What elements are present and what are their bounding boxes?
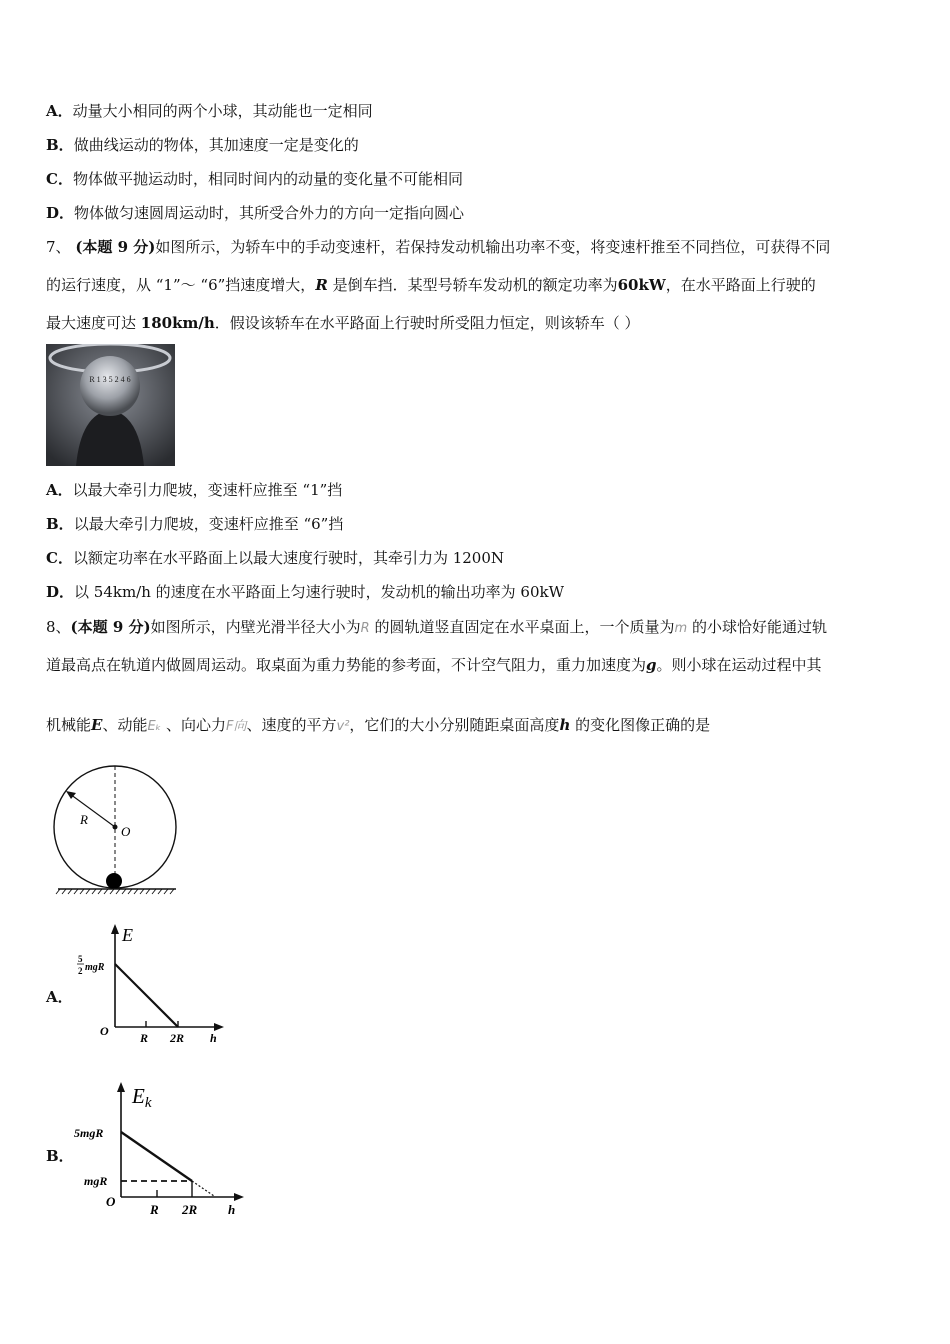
- ball: [106, 873, 122, 889]
- circular-track-figure: [52, 760, 184, 896]
- q6-option-a: A．动量大小相同的两个小球，其动能也一定相同: [46, 102, 373, 120]
- graph-b-x-arrow: [234, 1193, 244, 1201]
- graph-a-origin: O: [100, 1024, 109, 1038]
- radius-line: [70, 794, 115, 827]
- q8-option-a-label: A．: [46, 988, 73, 1006]
- q8-stem-line2: 道最高点在轨道内做圆周运动。取桌面为重力势能的参考面，不计空气阻力，重力加速度为g。则小球在运动过程中其: [46, 656, 822, 674]
- graph-a-x-tick-2r: 2R: [170, 1031, 185, 1045]
- graph-a-x-arrow: [214, 1023, 224, 1031]
- gear-shift-photo: [46, 344, 175, 466]
- graph-a-x-label: h: [210, 1031, 217, 1045]
- q7-option-c: C．以额定功率在水平路面上以最大速度行驶时，其牵引力为 1200N: [46, 549, 505, 567]
- graph-a: [72, 922, 232, 1048]
- graph-a-y-tick: mgR: [85, 962, 105, 973]
- q7-stem-line1: 7、 (本题 9 分)如图所示，为轿车中的手动变速杆，若保持发动机输出功率不变，将变速杆推至不同挡位，可获得不同: [46, 238, 831, 256]
- graph-a-x-tick-r: R: [140, 1031, 149, 1045]
- graph-a-y-label: E: [122, 925, 133, 945]
- graph-b-x-tick-r: R: [150, 1202, 159, 1217]
- graph-b-y-label: Ek: [132, 1084, 152, 1111]
- q7-option-d: D．以 54km/h 的速度在水平路面上匀速行驶时，发动机的输出功率为 60kW: [46, 583, 565, 601]
- graph-b-y-low: mgR: [84, 1174, 108, 1188]
- graph-b: [72, 1076, 252, 1220]
- graph-b-x-tick-2r: 2R: [182, 1202, 198, 1217]
- knob-label: R 1 3 5 2 4 6: [89, 375, 131, 384]
- graph-b-origin: O: [106, 1194, 116, 1209]
- q6-option-c: C．物体做平抛运动时，相同时间内的动量的变化量不可能相同: [46, 170, 463, 188]
- center-dot: [113, 825, 118, 830]
- q7-option-a: A．以最大牵引力爬坡，变速杆应推至 “1”挡: [46, 481, 343, 499]
- q7-option-b: B．以最大牵引力爬坡，变速杆应推至 “6”挡: [46, 515, 344, 533]
- q7-stem-line2: 的运行速度，从 “1”～ “6”挡速度增大，R 是倒车挡．某型号轿车发动机的额定功率为60kW，在水平路面上行驶的: [46, 276, 816, 294]
- q8-stem-line3: 机械能E、动能Eₖ 、向心力F向、速度的平方v²，它们的大小分别随距桌面高度h 的变化图像正确的是: [46, 716, 711, 734]
- graph-b-y-arrow: [117, 1082, 125, 1092]
- graph-b-ek-line: [121, 1132, 192, 1181]
- q6-option-d: D．物体做匀速圆周运动时，其所受合外力的方向一定指向圆心: [46, 204, 465, 222]
- graph-a-frac-den: 2: [78, 966, 83, 976]
- graph-a-energy-line: [115, 964, 178, 1027]
- q7-stem-line3: 最大速度可达 180km/h．假设该轿车在水平路面上行驶时所受阻力恒定，则该轿车（ ）: [46, 314, 640, 332]
- q8-stem-line1: 8、(本题 9 分)如图所示，内壁光滑半径大小为R 的圆轨道竖直固定在水平桌面上，一个质量为m 的小球恰好能通过轨: [46, 618, 827, 636]
- center-label: O: [121, 824, 131, 839]
- graph-b-x-label: h: [228, 1202, 236, 1217]
- q6-option-b: B．做曲线运动的物体，其加速度一定是变化的: [46, 136, 359, 154]
- graph-b-y-top: 5mgR: [74, 1126, 104, 1140]
- graph-a-frac-num: 5: [78, 954, 83, 964]
- q8-option-b-label: B．: [46, 1147, 74, 1165]
- graph-b-dotted-extension: [192, 1181, 214, 1196]
- radius-label: R: [80, 812, 88, 827]
- graph-a-y-arrow: [111, 924, 119, 934]
